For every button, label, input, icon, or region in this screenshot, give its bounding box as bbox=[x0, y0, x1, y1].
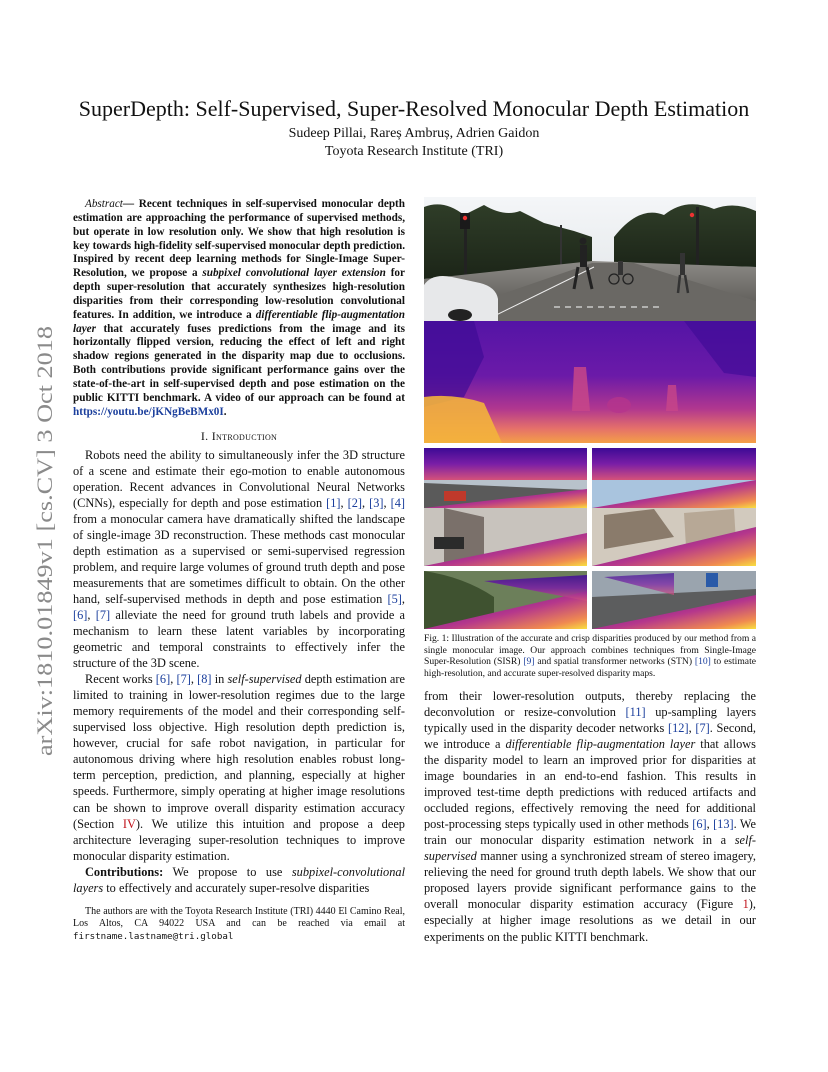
left-column bbox=[73, 198, 405, 943]
abstract-text: — Recent techniques in self-supervised monocular depth estimation are approaching the performance of supervised methods, but operate in low resolution only. We show that high resolution is key towards high-fidelity self-supervised monocular depth prediction. Inspired by recent deep learning methods for Single-Image Super-Resolution, we propose a bbox=[73, 198, 405, 280]
body-text: manner using a synchronized stream of stereo imagery, relieving the need for ground truth depth labels. We show that our proposed layers provide significant performance gains to the overall monocular disparity estimation accuracy (Figure bbox=[424, 849, 756, 912]
right-column bbox=[424, 197, 756, 945]
section-reference[interactable]: IV bbox=[122, 816, 136, 831]
body-text: Robots need the ability to simultaneously infer the 3D structure of a scene and estimate their ego-motion to enable autonomous operation. Recent advances in Convolutional Neural Networks (CNNs), especially for depth and pose estimation bbox=[73, 447, 405, 510]
citation[interactable]: [5] bbox=[387, 591, 402, 606]
citation[interactable]: [6] bbox=[692, 817, 707, 832]
body-text: from a monocular camera have dramatically shifted the landscape of single-image 3D reconstruction. These methods cast monocular depth estimation as a supervised or semi-supervised regression problem, and require large volumes of ground truth depth and pose measurements that are sometimes difficult to obtain. On the other hand, self-supervised methods in depth and pose estimation bbox=[73, 511, 405, 606]
citation[interactable]: [10] bbox=[694, 656, 711, 668]
abstract bbox=[73, 198, 405, 420]
body-text: from their lower-resolution outputs, thereby replacing the deconvolution or resize-convolution bbox=[424, 688, 756, 719]
abstract-emphasis: differentiable flip-augmentation layer bbox=[73, 308, 405, 335]
arxiv-stamp-text: arXiv:1810.01849v1 [cs.CV] 3 Oct 2018 bbox=[32, 387, 57, 756]
caption-text: to estimate high-resolution, and accurate super-resolved disparity maps. bbox=[424, 656, 756, 680]
citation[interactable]: [13] bbox=[713, 817, 734, 832]
body-text: depth estimation are limited to training in lower-resolution regimes due to the large memory requirements of the model and their corresponding self-supervised loss objective. High resolution depth prediction is, however, crucial for safe robot navigation, in particular for autonomous driving where high resolution enables robust long-term perception, prediction, and planning, especially at higher speeds. Furthermore, simply operating at higher image resolutions can be shown to improve overall disparity estimation accuracy (Section bbox=[73, 672, 405, 831]
panel-bottom-right bbox=[592, 571, 756, 629]
figure-1 bbox=[424, 197, 756, 629]
arxiv-identifier-stamp bbox=[14, 320, 66, 760]
main-disparity-map bbox=[424, 321, 756, 443]
caption-text: Fig. 1: Illustration of the accurate and crisp disparities produced by our method from a single monocular image. Our approach combines techniques from Single-Image Super-Resolution (SISR) bbox=[424, 633, 756, 668]
abstract-text: that accurately fuses predictions from the image and its horizontally flipped version, reducing the effect of left and right shadow regions generated in the disparity map due to occlusions. Both contributions provide significant performance gains over the state-of-the-art in self-supervised depth and pose estimation on the public KITTI benchmark. A video of our approach can be found at bbox=[73, 322, 405, 404]
panel-middle-right bbox=[592, 508, 756, 566]
citation[interactable]: [6] bbox=[155, 672, 171, 687]
section-number: I. bbox=[200, 428, 212, 443]
citation[interactable]: [9] bbox=[523, 656, 535, 668]
citation[interactable]: [11] bbox=[625, 704, 646, 719]
contact-email: firstname.lastname@tri.global bbox=[73, 930, 234, 942]
panel-middle-left bbox=[424, 508, 587, 566]
body-text: We propose to use bbox=[163, 864, 292, 879]
citation[interactable]: [2] bbox=[347, 495, 363, 510]
caption-text: and spatial transformer networks (STN) bbox=[534, 656, 695, 668]
body-text: up-sampling layers typically used in the disparity decoder networks bbox=[424, 704, 756, 735]
body-text: alleviate the need for ground truth labels and provide a mechanism to learn these latent variables by incorporating geometric and temporal constraints to effectively infer the structure of the 3D scene. bbox=[73, 607, 405, 671]
figure-reference[interactable]: 1 bbox=[742, 897, 749, 912]
abstract-text: for depth super-resolution that accurately synthesizes high-resolution disparities from their corresponding low-resolution convolutional features. In addition, we introduce a bbox=[73, 267, 405, 321]
arxiv-stamp-svg bbox=[14, 320, 66, 760]
citation[interactable]: [12] bbox=[667, 720, 689, 735]
citation[interactable]: [4] bbox=[390, 495, 405, 510]
body-text: in bbox=[211, 672, 228, 687]
video-link[interactable]: https://youtu.be/jKNgBeBMx0I bbox=[73, 405, 224, 418]
citation[interactable]: [8] bbox=[197, 672, 212, 687]
body-emphasis: self-supervised bbox=[227, 672, 302, 687]
right-column-paragraph: from their lower-resolution outputs, thereby replacing the deconvolution or resize-convolution [11] up-sampling layers typically used in the disparity decoder networks [12], [7]. Second, we introduce a differentiable flip-augmentation layer that allows the disparity model to learn an improved prior for disparities at image boundaries in an end-to-end fashion. This results in improved test-time depth predictions with reduced artifacts and occluded regions, effectively removing the need for additional post-processing steps typically used in other methods [6], [13]. We train our monocular disparity estimation network in a self-supervised manner using a synchronized stream of stereo imagery, relieving the need for ground truth depth labels. We show that our proposed layers provide significant performance gains to the overall monocular disparity estimation accuracy (Figure 1), especially at higher image resolutions as we detail in our experiments on the public KITTI benchmark. bbox=[424, 688, 756, 944]
abstract-emphasis: subpixel convolutional layer extension bbox=[202, 267, 386, 280]
street-scene-photo bbox=[424, 197, 756, 321]
abstract-label: Abstract bbox=[85, 198, 123, 210]
contributions-paragraph bbox=[73, 864, 405, 896]
contributions-label: Contributions: bbox=[85, 864, 164, 879]
body-emphasis: self-supervised bbox=[424, 833, 756, 864]
citation[interactable]: [3] bbox=[369, 495, 384, 510]
author-list: Sudeep Pillai, Rareș Ambruș, Adrien Gaidon bbox=[288, 126, 540, 141]
figure-1-graphic bbox=[424, 197, 756, 629]
citation[interactable]: [7] bbox=[695, 720, 710, 735]
paper-title: SuperDepth: Self-Supervised, Super-Resolved Monocular Depth Estimation bbox=[78, 96, 750, 121]
body-text: . We train our monocular disparity estimation network in a bbox=[424, 817, 756, 848]
panel-bottom-left bbox=[424, 571, 587, 629]
footnote-text: The authors are with the Toyota Research Institute (TRI) 4440 El Camino Real, Los Altos, CA 94022 USA and can be reached via email at bbox=[73, 905, 405, 930]
body-text: that allows the disparity model to learn an improved prior for disparities at image boundaries in an end-to-end fashion. This results in improved test-time depth predictions with reduced artifacts and occluded regions, effectively removing the need for additional post-processing steps typically used in other methods bbox=[424, 736, 756, 832]
body-emphasis: differentiable flip-augmentation layer bbox=[505, 736, 696, 751]
intro-paragraph-2: Recent works [6], [7], [8] in self-supervised depth estimation are limited to training in lower-resolution regimes due to the large memory requirements of the model and their corresponding self-supervised loss objective. High resolution depth prediction is, however, crucial for safe robot navigation, in particular for autonomous driving where high resolution enables robust long-term perception, prediction, and planning, especially at higher speeds. Furthermore, simply operating at higher image resolutions can be shown to improve overall disparity estimation accuracy (Section IV). We utilize this intuition and propose a deep architecture leveraging super-resolution techniques to improve monocular disparity estimation. bbox=[73, 672, 405, 863]
body-text: . Second, we introduce a bbox=[424, 720, 756, 751]
figure-1-caption bbox=[424, 633, 756, 680]
body-text: ). We utilize this intuition and propose a deep architecture leveraging super-resolution techniques to improve monocular disparity estimation. bbox=[73, 816, 405, 863]
author-footnote bbox=[73, 906, 405, 943]
body-emphasis: subpixel-convolutional layers bbox=[73, 864, 405, 895]
citation[interactable]: [7] bbox=[95, 607, 111, 622]
section-heading-introduction bbox=[73, 429, 405, 443]
affiliation: Toyota Research Institute (TRI) bbox=[324, 144, 504, 159]
panel-top-right bbox=[592, 448, 756, 508]
body-text: Recent works bbox=[85, 672, 156, 687]
abstract-text: . bbox=[223, 405, 227, 418]
citation[interactable]: [1] bbox=[326, 495, 341, 510]
body-text: ), especially at higher image resolutions as we detail in our experiments on the public KITTI benchmark. bbox=[424, 897, 756, 944]
citation[interactable]: [7] bbox=[176, 672, 191, 687]
body-text: to effectively and accurately super-resolve disparities bbox=[103, 880, 370, 895]
section-title: Introduction bbox=[211, 428, 278, 443]
intro-paragraph-1: Robots need the ability to simultaneously infer the 3D structure of a scene and estimate their ego-motion to enable autonomous operation. Recent advances in Convolutional Neural Networks (CNNs), especially for depth and pose estimation [1], [2], [3], [4] from a monocular camera have dramatically shifted the landscape of single-image 3D reconstruction. These methods cast monocular depth estimation as a supervised or semi-supervised regression problem, and require large volumes of ground truth depth and pose measurements that are sometimes difficult to obtain. On the other hand, self-supervised methods in depth and pose estimation [5], [6], [7] alleviate the need for ground truth labels and provide a mechanism to learn these latent variables by incorporating geometric and temporal constraints to effectively infer the structure of the 3D scene. bbox=[73, 447, 405, 671]
citation[interactable]: [6] bbox=[73, 607, 88, 622]
